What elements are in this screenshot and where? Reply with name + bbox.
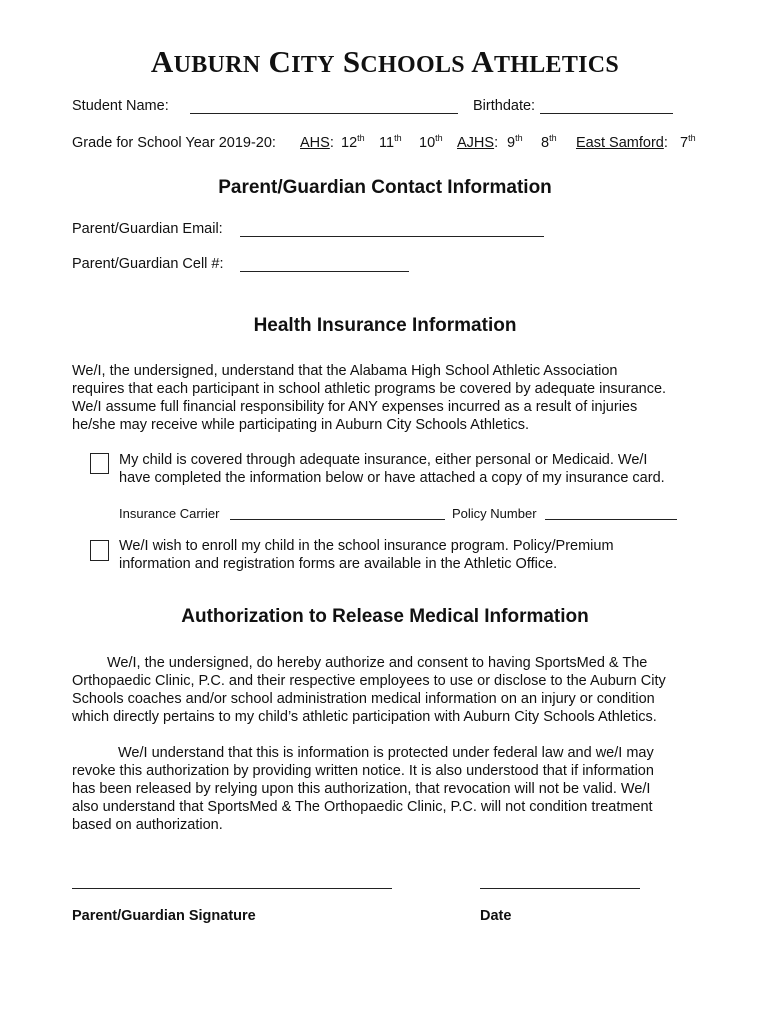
policy-field[interactable] <box>545 519 677 520</box>
cell-label: Parent/Guardian Cell #: <box>72 256 224 272</box>
insurance-heading: Health Insurance Information <box>253 315 517 336</box>
authorization-heading: Authorization to Release Medical Information <box>181 606 589 627</box>
authorization-paragraph-1: We/I, the undersigned, do hereby authorize and consent to having SportsMed & The Orthopaedic Clinic, P.C. and their respective employees to use or disclose to the Auburn City Schools coaches and/or school administration medical information on an injury or condition which directly pertains to my child’s athletic participation with Auburn City Schools Athletics. <box>72 655 666 725</box>
authorization-paragraph-2: We/I understand that this is information is protected under federal law and we/I may revoke this authorization by providing written notice. It is also understood that if information has been released by relying upon this authorization, that revocation will not be valid. We/I also understand that SportsMed & The Orthopaedic Clinic, P.C. will not condition treatment based on authorization. <box>72 745 654 833</box>
insurance-paragraph: We/I, the undersigned, understand that the Alabama High School Athletic Association requires that each participant in school athletic programs be covered by adequate insurance. We/I assume full financial responsibility for ANY expenses incurred as a result of injuries he/she may receive while participating in Auburn City Schools Athletics. <box>72 363 667 433</box>
birthdate-label: Birthdate: <box>473 98 536 114</box>
ajhs-label: AJHS <box>457 135 495 151</box>
student-name-field[interactable] <box>190 113 458 114</box>
page-title: AUBURN CITY SCHOOLS ATHLETICS <box>150 44 620 79</box>
grade-label: Grade for School Year 2019-20: <box>72 135 276 151</box>
ahs-label: AHS <box>300 135 330 151</box>
grade-option-11[interactable]: 11th <box>379 133 402 151</box>
date-field[interactable] <box>480 888 640 889</box>
policy-label: Policy Number <box>452 506 537 521</box>
birthdate-field[interactable] <box>540 113 673 114</box>
east-samford-label: East Samford <box>576 135 664 151</box>
contact-heading: Parent/Guardian Contact Information <box>218 177 552 198</box>
grade-option-8[interactable]: 8th <box>541 133 557 151</box>
grade-option-10[interactable]: 10th <box>419 133 443 151</box>
grade-ahs: AHS: <box>300 135 334 151</box>
grade-option-9[interactable]: 9th <box>507 133 523 151</box>
signature-label: Parent/Guardian Signature <box>72 908 256 924</box>
student-name-label: Student Name: <box>72 98 169 114</box>
carrier-label: Insurance Carrier <box>119 506 220 521</box>
insurance-covered-checkbox[interactable] <box>90 453 109 474</box>
carrier-field[interactable] <box>230 519 445 520</box>
grade-east-samford: East Samford: <box>576 135 668 151</box>
grade-option-7[interactable]: 7th <box>680 133 696 151</box>
email-label: Parent/Guardian Email: <box>72 221 223 237</box>
date-label: Date <box>480 908 512 924</box>
signature-field[interactable] <box>72 888 392 889</box>
grade-option-12[interactable]: 12th <box>341 133 365 151</box>
grade-ajhs: AJHS: <box>457 135 499 151</box>
email-field[interactable] <box>240 236 544 237</box>
insurance-enroll-text: We/I wish to enroll my child in the school insurance program. Policy/Premium information and registration forms are available in the Athletic Office. <box>119 538 614 572</box>
insurance-enroll-checkbox[interactable] <box>90 540 109 561</box>
insurance-covered-text: My child is covered through adequate insurance, either personal or Medicaid. We/I have completed the information below or have attached a copy of my insurance card. <box>119 452 665 486</box>
cell-field[interactable] <box>240 271 409 272</box>
